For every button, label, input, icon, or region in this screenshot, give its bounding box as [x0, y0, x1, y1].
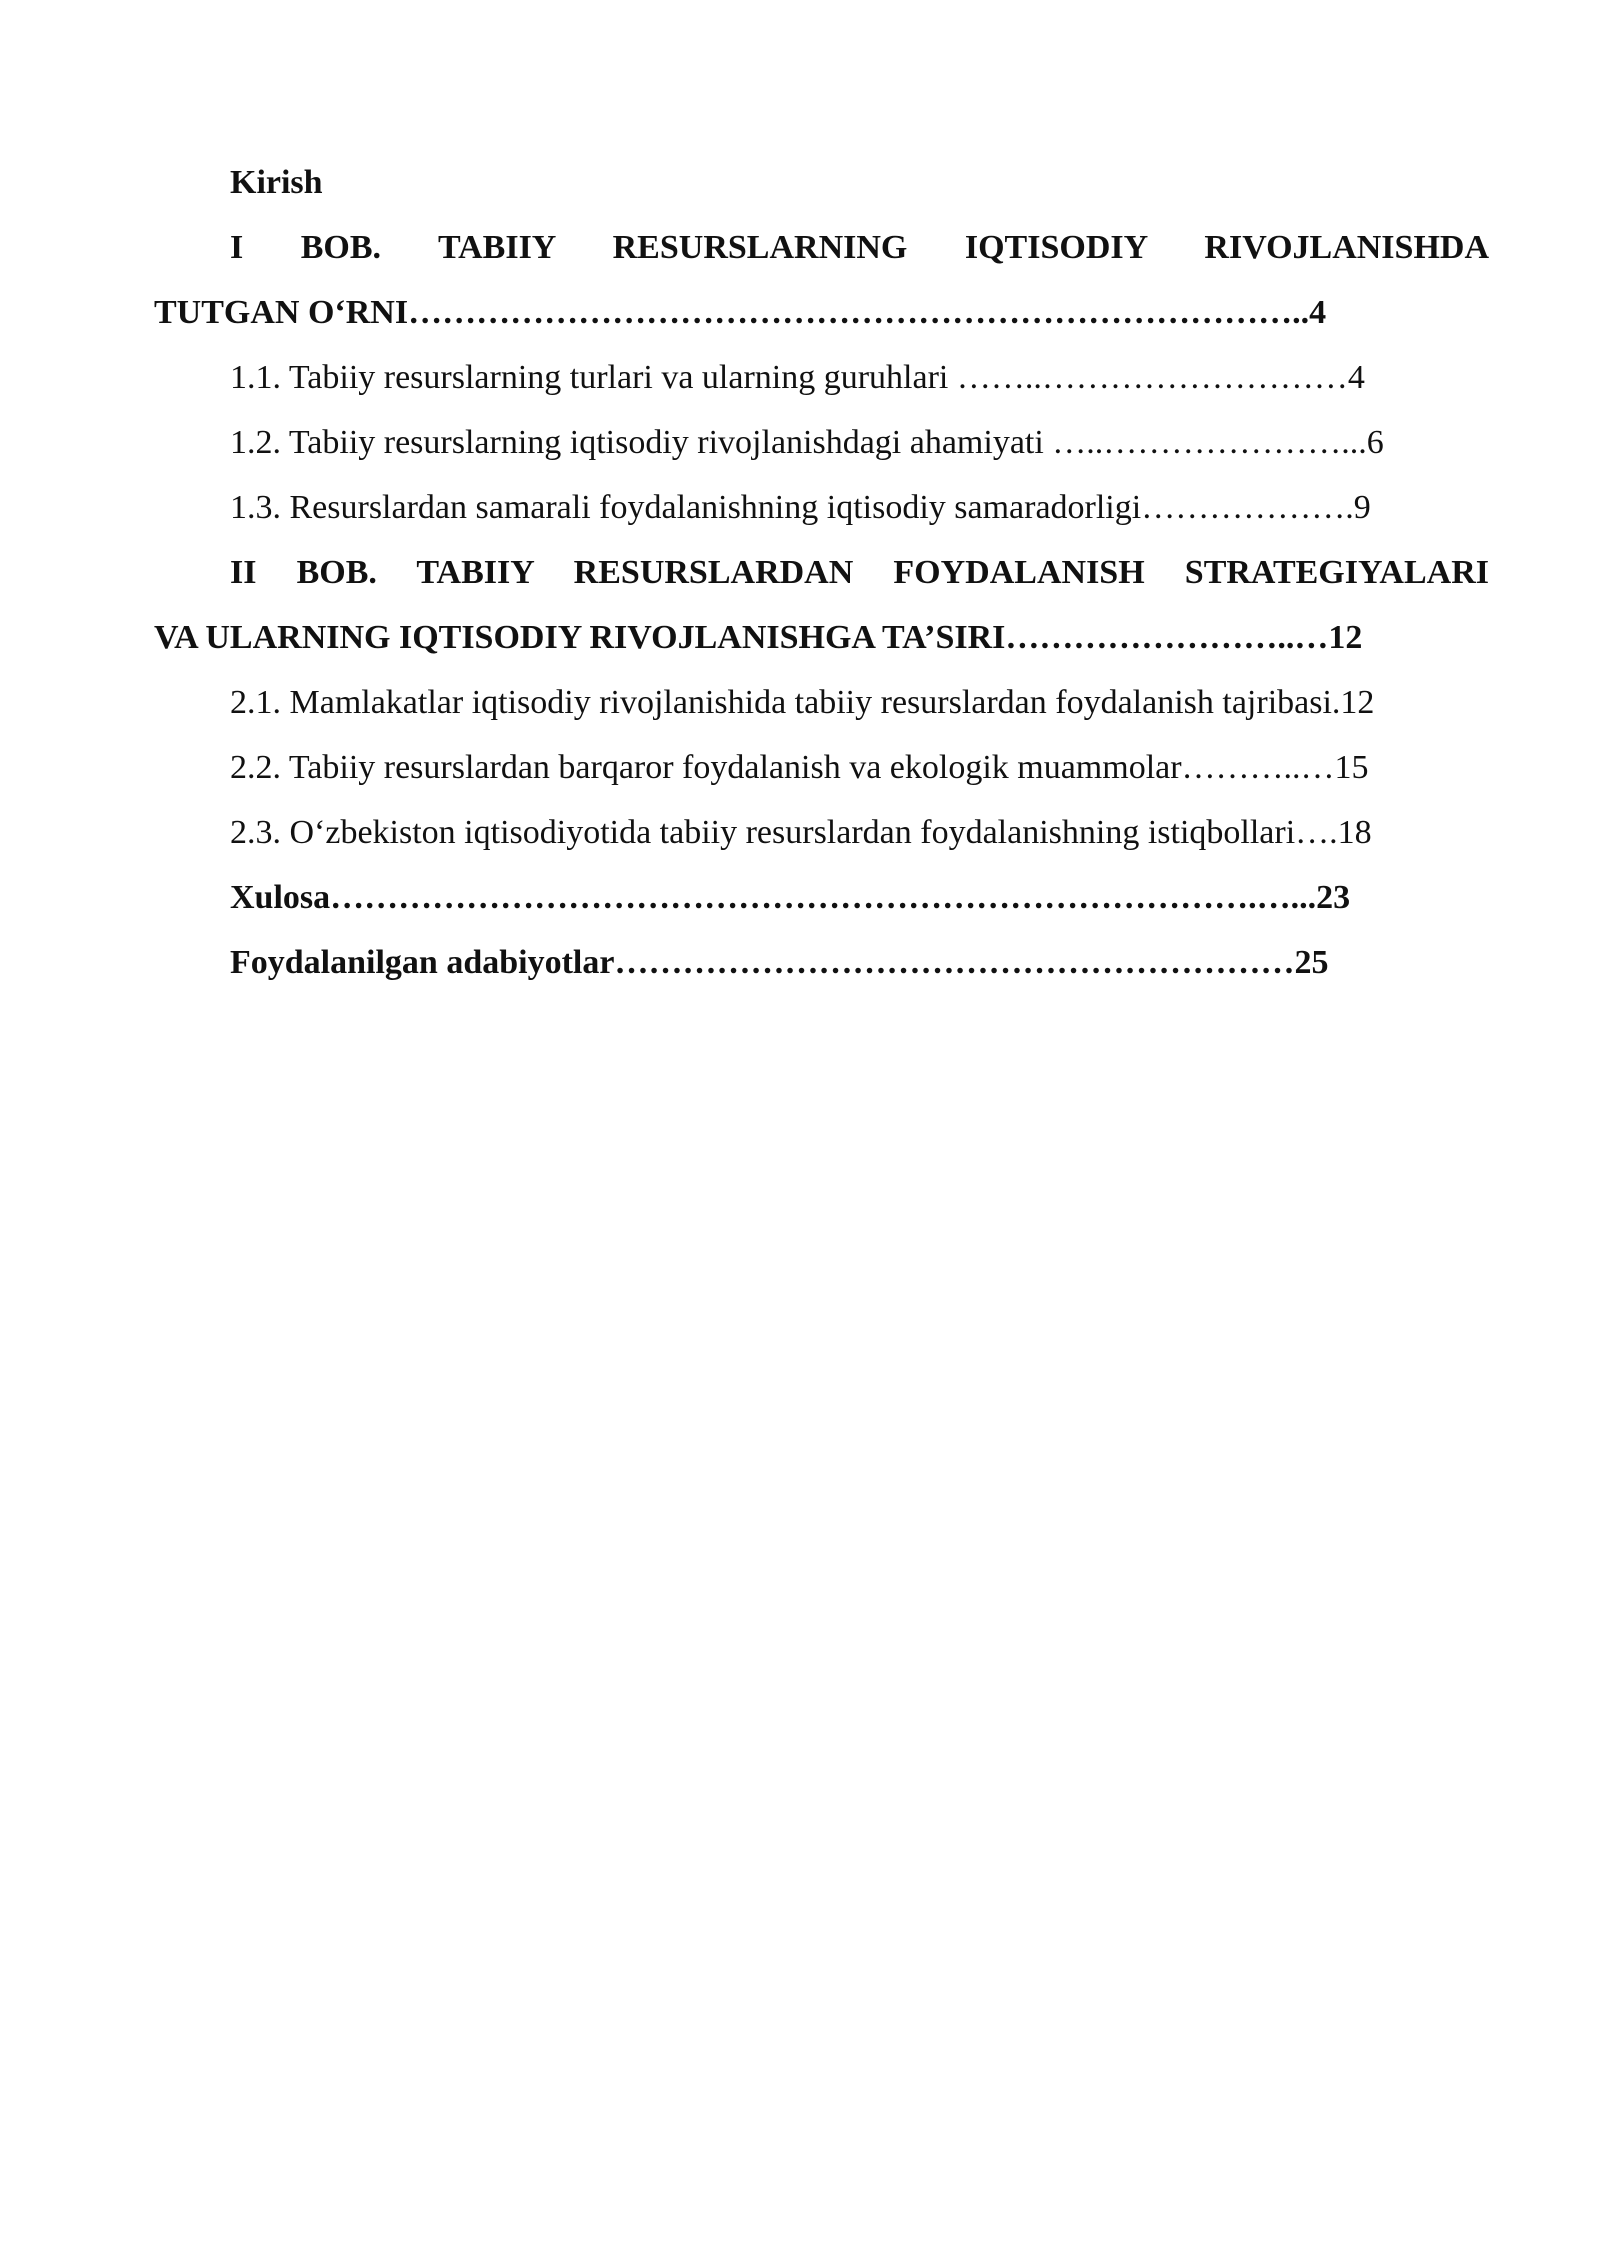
toc-chapter-2-title-line1: II BOB. TABIIY RESURSLARDAN FOYDALANISH STRATEGIYALARI — [230, 554, 1489, 591]
toc-chapter-2-title-line2: VA ULARNING IQTISODIY RIVOJLANISHGA TA’SIRI……………………..…12 — [154, 619, 1363, 656]
table-of-contents — [154, 150, 1489, 995]
toc-section-2-3: 2.3. O‘zbekiston iqtisodiyotida tabiiy resurslardan foydalanishning istiqbollari….18 — [230, 814, 1372, 851]
toc-entry-kirish: Kirish — [230, 164, 323, 201]
toc-entry-xulosa: Xulosa……………………………………………………………………….…...23 — [230, 879, 1351, 916]
toc-section-1-2: 1.2. Tabiiy resurslarning iqtisodiy rivojlanishdagi ahamiyati …..…………………...6 — [230, 424, 1384, 461]
toc-section-1-3: 1.3. Resurslardan samarali foydalanishning iqtisodiy samaradorligi……………….9 — [230, 489, 1371, 526]
toc-section-1-1: 1.1. Tabiiy resurslarning turlari va ularning guruhlari ……..………………………4 — [230, 359, 1365, 396]
toc-section-2-1: 2.1. Mamlakatlar iqtisodiy rivojlanishida tabiiy resurslardan foydalanish tajribasi.12 — [230, 684, 1375, 721]
toc-chapter-1-title-line1: I BOB. TABIIY RESURSLARNING IQTISODIY RIVOJLANISHDA — [230, 229, 1489, 266]
toc-chapter-1-title-line2: TUTGAN O‘RNI……………………………………………………………………..4 — [154, 294, 1327, 331]
toc-section-2-2: 2.2. Tabiiy resurslardan barqaror foydalanish va ekologik muammolar………..…15 — [230, 749, 1369, 786]
toc-entry-adabiyotlar: Foydalanilgan adabiyotlar……………………………………………………25 — [230, 944, 1329, 981]
